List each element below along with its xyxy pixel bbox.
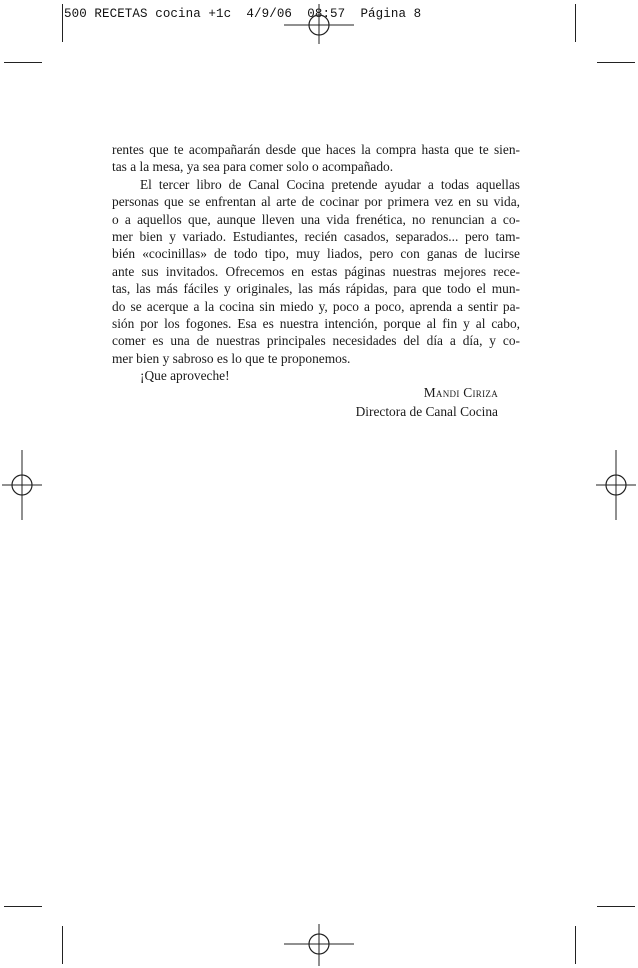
crop-mark: [4, 906, 42, 907]
crop-mark: [4, 62, 42, 63]
text-line: sión por los fogones. Esa es nuestra intención, porque al fin y al cabo,: [112, 316, 520, 332]
text-line: tas a la mesa, ya sea para comer solo o acompañado.: [112, 159, 394, 175]
text-line: mer bien y sabroso es lo que te proponemos.: [112, 350, 351, 366]
text-line: do se acerque a la cocina sin miedo y, poco a poco, aprenda a sentir pa-: [112, 298, 520, 314]
text-line: bién «cocinillas» de todo tipo, muy liados, pero con ganas de lucirse: [112, 246, 520, 262]
text-line: El tercer libro de Canal Cocina pretende ayudar a todas aquellas: [140, 176, 520, 192]
signature: [356, 383, 498, 421]
author-name: Mandi Ciriza: [423, 385, 498, 400]
print-slug: 500 RECETAS cocina +1c 4/9/06 08:57 Página 8: [64, 7, 422, 21]
crop-mark: [575, 4, 576, 42]
crop-mark: [62, 4, 63, 42]
text-line: o a aquellos que, aunque lleven una vida frenética, no renuncian a co-: [112, 211, 520, 227]
registration-mark-icon: [284, 924, 354, 966]
text-line: ¡Que aproveche!: [140, 368, 230, 384]
registration-mark-icon: [596, 450, 636, 520]
text-line: ante sus invitados. Ofrecemos en estas páginas nuestras mejores rece-: [112, 263, 520, 279]
crop-mark: [62, 926, 63, 964]
text-line: mer bien y variado. Estudiantes, recién casados, separados... pero tam-: [112, 229, 520, 245]
text-line: rentes que te acompañarán desde que haces la compra hasta que te sien-: [112, 142, 520, 157]
body-text: [112, 141, 520, 385]
text-line: comer es una de nuestras principales necesidades del día a día, y co-: [112, 333, 520, 349]
crop-mark: [597, 906, 635, 907]
crop-mark: [575, 926, 576, 964]
text-line: tas, las más fáciles y originales, las más rápidas, para que todo el mun-: [112, 281, 520, 297]
author-title: Directora de Canal Cocina: [355, 404, 498, 419]
registration-mark-icon: [2, 450, 42, 520]
registration-mark-icon: [284, 4, 354, 44]
crop-mark: [597, 62, 635, 63]
text-line: personas que se enfrentan al arte de cocinar por primera vez en su vida,: [112, 194, 520, 210]
